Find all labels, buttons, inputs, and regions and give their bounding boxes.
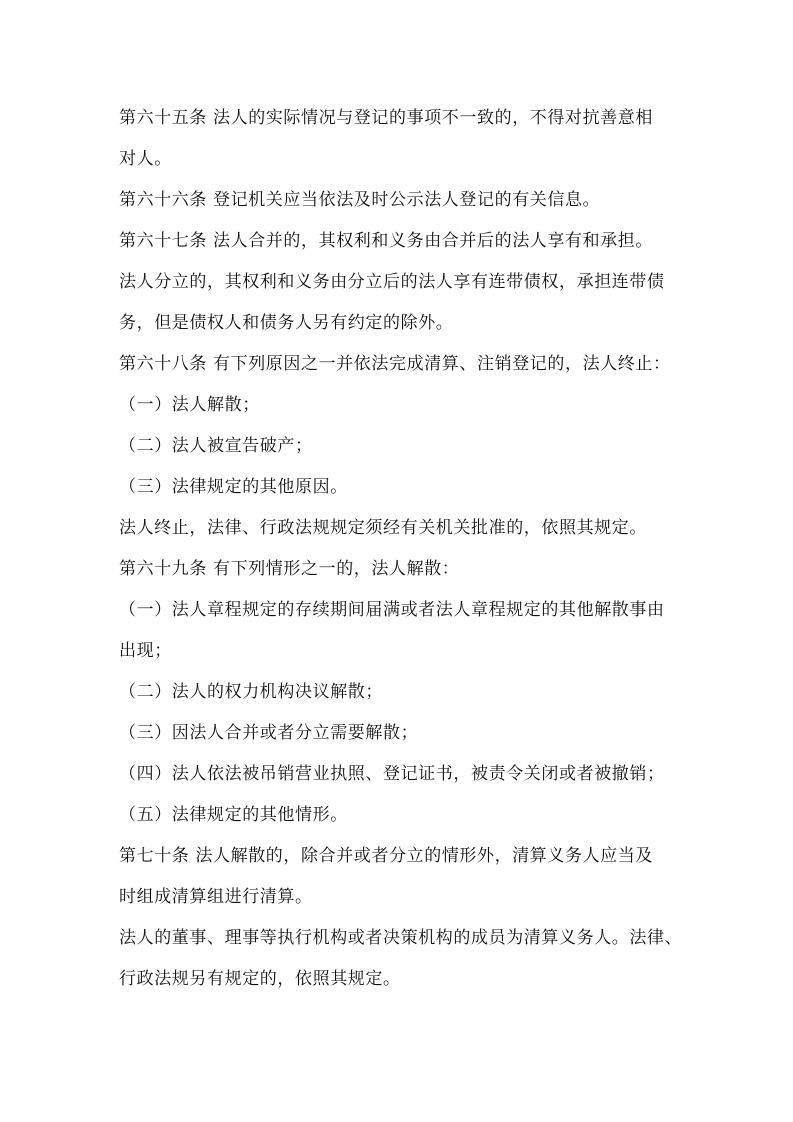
text-line: 第六十八条 有下列原因之一并依法完成清算、注销登记的，法人终止： xyxy=(119,354,671,374)
text-line: 第六十六条 登记机关应当依法及时公示法人登记的有关信息。 xyxy=(119,190,601,210)
text-line: 第六十五条 法人的实际情况与登记的事项不一致的，不得对抗善意相 xyxy=(119,108,654,128)
text-line: 行政法规另有规定的，依照其规定。 xyxy=(119,969,401,989)
document-body xyxy=(119,98,683,1000)
text-line: 法人终止，法律、行政法规规定须经有关机关批准的，依照其规定。 xyxy=(119,518,647,538)
text-line: （二）法人被宣告破产； xyxy=(119,436,313,456)
text-line: （二）法人的权力机构决议解散； xyxy=(119,682,383,702)
text-line: 第六十七条 法人合并的，其权利和义务由合并后的法人享有和承担。 xyxy=(119,231,654,251)
text-line: 法人的董事、理事等执行机构或者决策机构的成员为清算义务人。法律、 xyxy=(119,928,683,948)
text-line: （三）法律规定的其他原因。 xyxy=(119,477,348,497)
text-line: （一）法人章程规定的存续期间届满或者法人章程规定的其他解散事由 xyxy=(119,600,665,620)
text-line: （四）法人依法被吊销营业执照、登记证书，被责令关闭或者被撤销； xyxy=(119,764,665,784)
text-line: （一）法人解散； xyxy=(119,395,260,415)
text-line: 第六十九条 有下列情形之一的，法人解散： xyxy=(119,559,460,579)
text-line: 出现； xyxy=(119,641,172,661)
text-line: 法人分立的，其权利和义务由分立后的法人享有连带债权，承担连带债 xyxy=(119,272,665,292)
text-line: 对人。 xyxy=(119,149,172,169)
text-line: （三）因法人合并或者分立需要解散； xyxy=(119,723,419,743)
text-line: 时组成清算组进行清算。 xyxy=(119,887,313,907)
text-line: 第七十条 法人解散的，除合并或者分立的情形外，清算义务人应当及 xyxy=(119,846,654,866)
text-line: 务，但是债权人和债务人另有约定的除外。 xyxy=(119,313,454,333)
text-line: （五）法律规定的其他情形。 xyxy=(119,805,348,825)
